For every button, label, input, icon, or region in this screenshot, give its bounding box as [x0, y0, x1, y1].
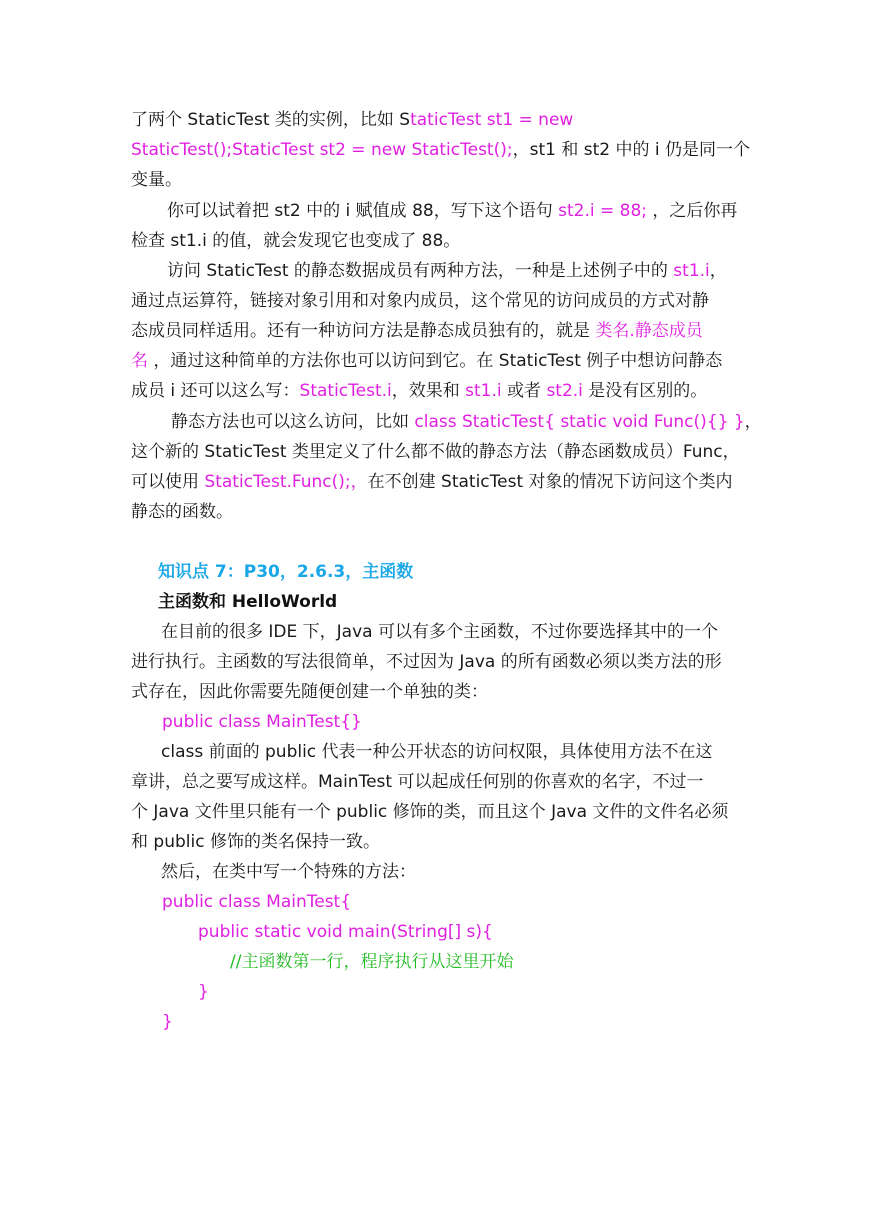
p2-line-2: 检查 st1.i 的值，就会发现它也变成了 88。 — [131, 231, 461, 251]
p4-line-4: 静态的函数。 — [131, 502, 233, 522]
section-title: 知识点 7：P30，2.6.3，主函数 — [158, 562, 414, 582]
p3-line-3: 态成员同样适用。还有一种访问方法是静态成员独有的，就是 类名.静态成员 — [131, 321, 703, 341]
code-line-5: } — [162, 1012, 173, 1032]
code-comment-line: //主函数第一行，程序执行从这里开始 — [230, 952, 514, 972]
p6-line-1: class 前面的 public 代表一种公开状态的访问权限，具体使用方法不在这 — [161, 742, 713, 762]
p2-line-1: 你可以试着把 st2 中的 i 赋值成 88，写下这个语句 st2.i = 88; ，之后你再 — [167, 201, 738, 221]
p3-line-5: 成员 i 还可以这么写：StaticTest.i，效果和 st1.i 或者 st2.i 是没有区别的。 — [131, 381, 708, 401]
section-subtitle: 主函数和 HelloWorld — [158, 592, 338, 612]
p4-line-1: 静态方法也可以这么访问，比如 class StaticTest{ static void Func(){} }， — [171, 412, 762, 432]
p4-line-2: 这个新的 StaticTest 类里定义了什么都不做的静态方法（静态函数成员）Func， — [131, 442, 740, 462]
p6-line-3: 个 Java 文件里只能有一个 public 修饰的类，而且这个 Java 文件的文件名必须 — [131, 802, 729, 822]
p5-line-2: 进行执行。主函数的写法很简单，不过因为 Java 的所有函数必须以类方法的形 — [131, 652, 722, 672]
p3-line-1: 访问 StaticTest 的静态数据成员有两种方法，一种是上述例子中的 st1.i， — [167, 261, 727, 281]
p4-line-3: 可以使用 StaticTest.Func();，在不创建 StaticTest 对象的情况下访问这个类内 — [131, 472, 733, 492]
p1-line-1: 了两个 StaticTest 类的实例，比如 StaticTest st1 = new — [131, 110, 574, 130]
code-line-1: public class MainTest{ — [162, 892, 352, 912]
p5-line-1: 在目前的很多 IDE 下，Java 可以有多个主函数，不过你要选择其中的一个 — [161, 622, 718, 642]
code-line-4: } — [198, 982, 209, 1002]
p6-line-4: 和 public 修饰的类名保持一致。 — [131, 832, 380, 852]
p1-line-3: 变量。 — [131, 170, 182, 190]
code-line-2: public static void main(String[] s){ — [198, 922, 493, 942]
code-line-class-declaration: public class MainTest{} — [162, 712, 362, 732]
p5-line-3: 式存在，因此你需要先随便创建一个单独的类： — [131, 682, 488, 702]
p7-line-1: 然后，在类中写一个特殊的方法： — [161, 862, 416, 882]
p3-line-4: 名 ，通过这种简单的方法你也可以访问到它。在 StaticTest 例子中想访问静态 — [131, 351, 723, 371]
p1-line-2: StaticTest();StaticTest st2 = new StaticTest();，st1 和 st2 中的 i 仍是同一个 — [131, 140, 751, 160]
p6-line-2: 章讲，总之要写成这样。MainTest 可以起成任何别的你喜欢的名字，不过一 — [131, 772, 704, 792]
p3-line-2: 通过点运算符，链接对象引用和对象内成员，这个常见的访问成员的方式对静 — [131, 291, 709, 311]
